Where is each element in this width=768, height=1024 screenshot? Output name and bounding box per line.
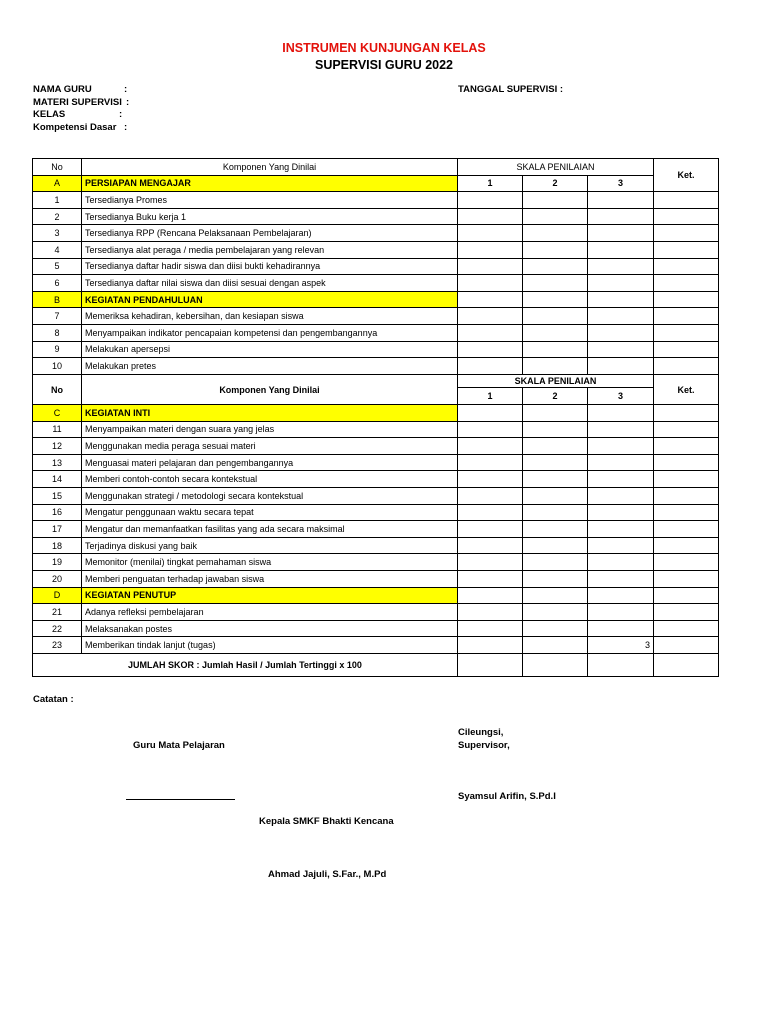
nama-guru-colon: : bbox=[124, 84, 128, 95]
scale-3: 3 bbox=[588, 388, 654, 405]
score-cell[interactable] bbox=[458, 358, 523, 375]
score-cell[interactable] bbox=[523, 275, 588, 292]
score-cell[interactable] bbox=[523, 421, 588, 438]
table-row bbox=[33, 258, 719, 275]
item-no: 6 bbox=[33, 275, 82, 292]
header-ket: Ket. bbox=[654, 159, 719, 192]
score-cell[interactable] bbox=[458, 324, 523, 341]
section-label-b: KEGIATAN PENDAHULUAN bbox=[82, 291, 458, 308]
ket-cell[interactable] bbox=[654, 324, 719, 341]
table-row bbox=[33, 554, 719, 571]
score-cell[interactable] bbox=[458, 604, 523, 621]
header-no: No bbox=[33, 159, 82, 176]
score-cell[interactable] bbox=[523, 537, 588, 554]
section-code-c: C bbox=[33, 405, 82, 422]
item-no: 9 bbox=[33, 341, 82, 358]
table-row bbox=[33, 421, 719, 438]
score-cell[interactable] bbox=[523, 241, 588, 258]
item-no: 16 bbox=[33, 504, 82, 521]
item-text: Melakukan pretes bbox=[82, 358, 458, 375]
ket-cell[interactable] bbox=[654, 275, 719, 292]
item-text: Tersedianya RPP (Rencana Pelaksanaan Pembelajaran) bbox=[82, 225, 458, 242]
item-text: Mengatur dan memanfaatkan fasilitas yang ada secara maksimal bbox=[82, 521, 458, 538]
item-text: Tersedianya daftar hadir siswa dan diisi bukti kehadirannya bbox=[82, 258, 458, 275]
item-no: 15 bbox=[33, 487, 82, 504]
score-cell[interactable] bbox=[523, 554, 588, 571]
header-skala: SKALA PENILAIAN bbox=[458, 159, 654, 176]
item-no: 12 bbox=[33, 438, 82, 455]
kepala-label: Kepala SMKF Bhakti Kencana bbox=[259, 816, 394, 827]
item-text: Memonitor (menilai) tingkat pemahaman siswa bbox=[82, 554, 458, 571]
score-cell[interactable] bbox=[588, 537, 654, 554]
score-cell[interactable] bbox=[458, 454, 523, 471]
ket-cell[interactable] bbox=[654, 291, 719, 308]
score-cell[interactable] bbox=[458, 421, 523, 438]
section-label-d: KEGIATAN PENUTUP bbox=[82, 587, 458, 604]
ket-cell[interactable] bbox=[654, 421, 719, 438]
ket-cell[interactable] bbox=[654, 504, 719, 521]
item-no: 11 bbox=[33, 421, 82, 438]
score-cell[interactable] bbox=[458, 537, 523, 554]
item-text: Melakukan apersepsi bbox=[82, 341, 458, 358]
supervisor-name: Syamsul Arifin, S.Pd.I bbox=[458, 791, 556, 802]
score-cell[interactable] bbox=[588, 438, 654, 455]
score-cell[interactable] bbox=[523, 587, 588, 604]
guru-label: Guru Mata Pelajaran bbox=[133, 740, 225, 751]
item-text: Tersedianya daftar nilai siswa dan diisi sesuai dengan aspek bbox=[82, 275, 458, 292]
item-no: 13 bbox=[33, 454, 82, 471]
ket-cell[interactable] bbox=[654, 208, 719, 225]
item-no: 22 bbox=[33, 620, 82, 637]
ket-cell[interactable] bbox=[654, 192, 719, 209]
item-no: 4 bbox=[33, 241, 82, 258]
score-cell[interactable] bbox=[588, 454, 654, 471]
table-row bbox=[33, 570, 719, 587]
ket-cell[interactable] bbox=[654, 587, 719, 604]
score-cell[interactable] bbox=[523, 324, 588, 341]
score-cell[interactable] bbox=[588, 275, 654, 292]
item-text: Menggunakan strategi / metodologi secara kontekstual bbox=[82, 487, 458, 504]
header-komponen: Komponen Yang Dinilai bbox=[82, 159, 458, 176]
score-cell[interactable] bbox=[458, 438, 523, 455]
score-cell[interactable] bbox=[458, 341, 523, 358]
score-cell[interactable] bbox=[458, 275, 523, 292]
score-cell[interactable] bbox=[523, 208, 588, 225]
assessment-table-part1 bbox=[32, 158, 719, 375]
item-text: Memberikan tindak lanjut (tugas) bbox=[82, 637, 458, 654]
ket-cell[interactable] bbox=[654, 225, 719, 242]
score-cell[interactable] bbox=[458, 504, 523, 521]
document-subtitle: SUPERVISI GURU 2022 bbox=[314, 58, 454, 72]
section-code-b: B bbox=[33, 291, 82, 308]
score-cell[interactable] bbox=[588, 653, 654, 676]
section-label-a: PERSIAPAN MENGAJAR bbox=[82, 175, 458, 192]
table-row bbox=[33, 225, 719, 242]
ket-cell[interactable] bbox=[654, 521, 719, 538]
score-cell[interactable] bbox=[588, 471, 654, 488]
item-no: 19 bbox=[33, 554, 82, 571]
score-cell[interactable] bbox=[588, 487, 654, 504]
score-cell[interactable] bbox=[458, 554, 523, 571]
table-row bbox=[33, 504, 719, 521]
score-cell[interactable] bbox=[523, 358, 588, 375]
item-no: 3 bbox=[33, 225, 82, 242]
score-cell[interactable] bbox=[458, 521, 523, 538]
score-cell[interactable] bbox=[523, 521, 588, 538]
table-row bbox=[33, 438, 719, 455]
score-cell[interactable] bbox=[588, 504, 654, 521]
item-no: 2 bbox=[33, 208, 82, 225]
score-cell[interactable] bbox=[588, 620, 654, 637]
scale-2: 2 bbox=[523, 388, 588, 405]
item-no: 5 bbox=[33, 258, 82, 275]
ket-cell[interactable] bbox=[654, 438, 719, 455]
ket-cell[interactable] bbox=[654, 454, 719, 471]
score-cell[interactable] bbox=[588, 308, 654, 325]
score-cell[interactable] bbox=[588, 258, 654, 275]
score-cell[interactable] bbox=[523, 192, 588, 209]
place-label: Cileungsi, bbox=[458, 727, 504, 738]
score-cell[interactable] bbox=[458, 258, 523, 275]
score-cell[interactable] bbox=[588, 554, 654, 571]
score-cell[interactable] bbox=[523, 308, 588, 325]
item-no: 21 bbox=[33, 604, 82, 621]
item-text: Mengatur penggunaan waktu secara tepat bbox=[82, 504, 458, 521]
item-text: Tersedianya Buku kerja 1 bbox=[82, 208, 458, 225]
table-row bbox=[33, 358, 719, 375]
nama-guru-label: NAMA GURU bbox=[33, 84, 92, 95]
item-text: Menyampaikan materi dengan suara yang jelas bbox=[82, 421, 458, 438]
score-cell[interactable] bbox=[458, 587, 523, 604]
materi-colon: : bbox=[126, 97, 130, 108]
score-cell[interactable] bbox=[588, 521, 654, 538]
score-cell[interactable] bbox=[523, 504, 588, 521]
scale-1: 1 bbox=[458, 388, 523, 405]
item-no: 23 bbox=[33, 637, 82, 654]
score-cell[interactable] bbox=[458, 653, 523, 676]
item-no: 10 bbox=[33, 358, 82, 375]
score-cell[interactable] bbox=[458, 308, 523, 325]
score-cell[interactable] bbox=[588, 208, 654, 225]
score-cell[interactable] bbox=[588, 324, 654, 341]
kompetensi-label: Kompetensi Dasar bbox=[33, 122, 117, 133]
score-cell[interactable] bbox=[523, 471, 588, 488]
scale-3: 3 bbox=[588, 175, 654, 192]
score-cell[interactable] bbox=[588, 341, 654, 358]
score-cell[interactable] bbox=[523, 620, 588, 637]
ket-cell[interactable] bbox=[654, 537, 719, 554]
score-cell[interactable] bbox=[588, 421, 654, 438]
kelas-colon: : bbox=[119, 109, 123, 120]
section-code-a: A bbox=[33, 175, 82, 192]
item-text: Menggunakan media peraga sesuai materi bbox=[82, 438, 458, 455]
item-no: 14 bbox=[33, 471, 82, 488]
score-cell[interactable] bbox=[523, 487, 588, 504]
score-cell[interactable]: 3 bbox=[588, 637, 654, 654]
kompetensi-colon: : bbox=[124, 122, 128, 133]
ket-cell[interactable] bbox=[654, 308, 719, 325]
score-cell[interactable] bbox=[523, 438, 588, 455]
scale-2: 2 bbox=[523, 175, 588, 192]
ket-cell[interactable] bbox=[654, 604, 719, 621]
score-cell[interactable] bbox=[523, 637, 588, 654]
score-cell[interactable] bbox=[588, 604, 654, 621]
score-cell[interactable] bbox=[458, 208, 523, 225]
score-cell[interactable] bbox=[523, 570, 588, 587]
ket-cell[interactable] bbox=[654, 405, 719, 422]
score-cell[interactable] bbox=[458, 192, 523, 209]
item-text: Memberi penguatan terhadap jawaban siswa bbox=[82, 570, 458, 587]
score-cell[interactable] bbox=[458, 225, 523, 242]
header-komponen-2: Komponen Yang Dinilai bbox=[82, 375, 458, 405]
item-text: Memeriksa kehadiran, kebersihan, dan kesiapan siswa bbox=[82, 308, 458, 325]
table-row bbox=[33, 487, 719, 504]
header-skala-2: SKALA PENILAIAN bbox=[458, 375, 654, 388]
supervisor-label: Supervisor, bbox=[458, 740, 510, 751]
table-row bbox=[33, 208, 719, 225]
score-cell[interactable] bbox=[458, 405, 523, 422]
ket-cell[interactable] bbox=[654, 487, 719, 504]
header-ket-2: Ket. bbox=[654, 375, 719, 405]
item-text: Memberi contoh-contoh secara kontekstual bbox=[82, 471, 458, 488]
header-no-2: No bbox=[33, 375, 82, 405]
item-text: Menguasai materi pelajaran dan pengembangannya bbox=[82, 454, 458, 471]
item-text: Tersedianya Promes bbox=[82, 192, 458, 209]
table-row bbox=[33, 308, 719, 325]
score-cell[interactable] bbox=[588, 291, 654, 308]
item-no: 7 bbox=[33, 308, 82, 325]
table-row bbox=[33, 620, 719, 637]
score-cell[interactable] bbox=[458, 291, 523, 308]
table-row bbox=[33, 275, 719, 292]
scale-1: 1 bbox=[458, 175, 523, 192]
score-cell[interactable] bbox=[588, 587, 654, 604]
table-row bbox=[33, 241, 719, 258]
score-cell[interactable] bbox=[523, 454, 588, 471]
table-row bbox=[33, 537, 719, 554]
score-cell[interactable] bbox=[523, 225, 588, 242]
score-cell[interactable] bbox=[458, 637, 523, 654]
table-row bbox=[33, 471, 719, 488]
score-cell[interactable] bbox=[588, 570, 654, 587]
ket-cell[interactable] bbox=[654, 471, 719, 488]
item-text: Menyampaikan indikator pencapaian kompetensi dan pengembangannya bbox=[82, 324, 458, 341]
item-no: 18 bbox=[33, 537, 82, 554]
item-text: Adanya refleksi pembelajaran bbox=[82, 604, 458, 621]
ket-cell[interactable] bbox=[654, 570, 719, 587]
score-cell[interactable] bbox=[458, 620, 523, 637]
item-no: 17 bbox=[33, 521, 82, 538]
ket-cell[interactable] bbox=[654, 653, 719, 676]
score-cell[interactable] bbox=[458, 241, 523, 258]
section-code-d: D bbox=[33, 587, 82, 604]
item-text: Tersedianya alat peraga / media pembelajaran yang relevan bbox=[82, 241, 458, 258]
assessment-table-part2 bbox=[32, 374, 719, 677]
table-row bbox=[33, 604, 719, 621]
item-text: Terjadinya diskusi yang baik bbox=[82, 537, 458, 554]
ket-cell[interactable] bbox=[654, 241, 719, 258]
score-cell[interactable] bbox=[523, 341, 588, 358]
table-row bbox=[33, 341, 719, 358]
score-cell[interactable] bbox=[588, 405, 654, 422]
score-cell[interactable] bbox=[523, 405, 588, 422]
score-cell[interactable] bbox=[588, 225, 654, 242]
score-cell[interactable] bbox=[458, 570, 523, 587]
section-label-c: KEGIATAN INTI bbox=[82, 405, 458, 422]
table-row bbox=[33, 521, 719, 538]
kelas-label: KELAS bbox=[33, 109, 66, 120]
guru-signature-line bbox=[126, 799, 235, 800]
item-no: 20 bbox=[33, 570, 82, 587]
score-cell[interactable] bbox=[523, 291, 588, 308]
ket-cell[interactable] bbox=[654, 358, 719, 375]
jumlah-skor-label: JUMLAH SKOR : Jumlah Hasil / Jumlah Tertinggi x 100 bbox=[33, 653, 458, 676]
score-cell[interactable] bbox=[588, 241, 654, 258]
ket-cell[interactable] bbox=[654, 258, 719, 275]
score-cell[interactable] bbox=[523, 653, 588, 676]
ket-cell[interactable] bbox=[654, 341, 719, 358]
ket-cell[interactable] bbox=[654, 620, 719, 637]
score-cell[interactable] bbox=[588, 358, 654, 375]
item-no: 1 bbox=[33, 192, 82, 209]
score-cell[interactable] bbox=[523, 258, 588, 275]
item-no: 8 bbox=[33, 324, 82, 341]
item-text: Melaksanakan postes bbox=[82, 620, 458, 637]
table-row bbox=[33, 192, 719, 209]
materi-label: MATERI SUPERVISI bbox=[33, 97, 122, 108]
score-cell[interactable] bbox=[458, 487, 523, 504]
table-row bbox=[33, 637, 719, 654]
score-cell[interactable] bbox=[523, 604, 588, 621]
document-title: INSTRUMEN KUNJUNGAN KELAS bbox=[282, 41, 486, 55]
score-cell[interactable] bbox=[458, 471, 523, 488]
catatan-label: Catatan : bbox=[33, 694, 74, 705]
ket-cell[interactable] bbox=[654, 637, 719, 654]
kepala-name: Ahmad Jajuli, S.Far., M.Pd bbox=[268, 869, 387, 880]
score-cell[interactable] bbox=[588, 192, 654, 209]
table-row bbox=[33, 324, 719, 341]
tanggal-label: TANGGAL SUPERVISI : bbox=[458, 84, 564, 95]
ket-cell[interactable] bbox=[654, 554, 719, 571]
table-row bbox=[33, 454, 719, 471]
